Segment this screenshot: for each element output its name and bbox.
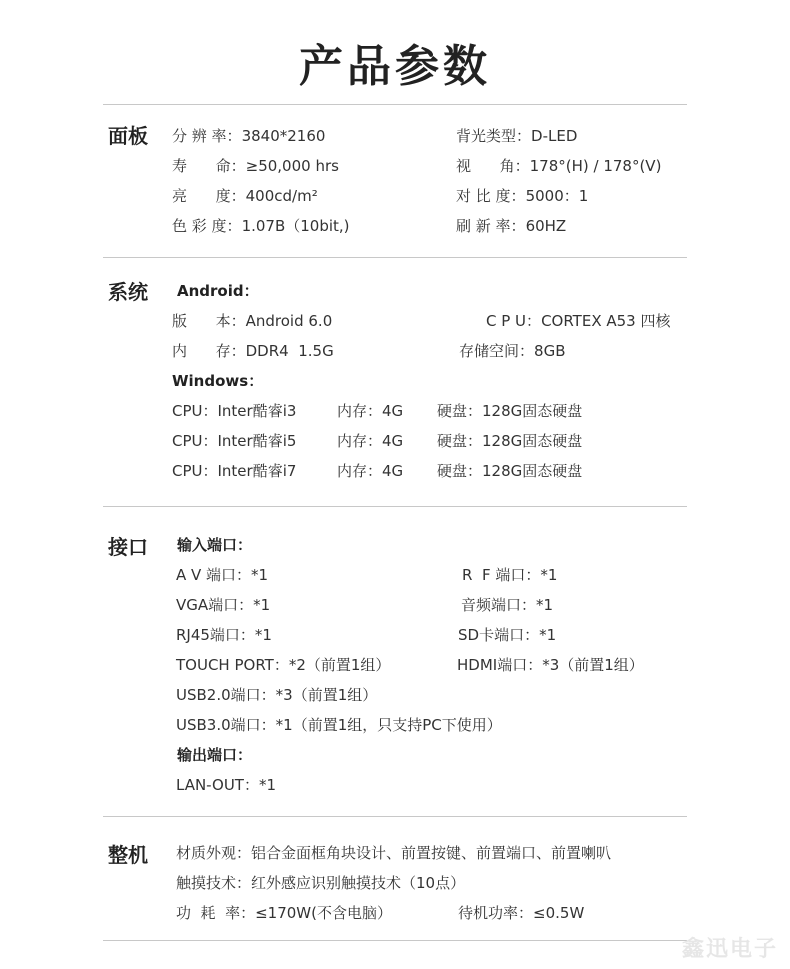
port-item: SD卡端口：*1 [458, 626, 557, 644]
port-item: RJ45端口：*1 [176, 626, 272, 644]
port-item: LAN-OUT：*1 [176, 776, 277, 794]
spec-label: 内 存：DDR4 1.5G [172, 342, 334, 360]
spec-label: 功 耗 率：≤170W(不含电脑） [176, 904, 392, 922]
windows-cpu: CPU：Inter酷睿i7 [172, 462, 297, 480]
section-heading-ports: 接口 [108, 535, 148, 559]
windows-disk: 硬盘：128G固态硬盘 [437, 432, 583, 450]
spec-label: 待机功率：≤0.5W [458, 904, 585, 922]
windows-disk: 硬盘：128G固态硬盘 [437, 462, 583, 480]
divider [103, 940, 687, 941]
android-subheading: Android： [177, 282, 259, 300]
spec-label: 分 辨 率：3840*2160 [172, 127, 326, 145]
port-item: USB3.0端口：*1（前置1组，只支持PC下使用） [176, 716, 502, 734]
port-item: USB2.0端口：*3（前置1组） [176, 686, 378, 704]
input-ports-subheading: 输入端口： [177, 536, 253, 554]
windows-cpu: CPU：Inter酷睿i5 [172, 432, 297, 450]
page-title: 产品参数 [299, 41, 491, 92]
divider [103, 104, 687, 105]
windows-memory: 内存：4G [337, 432, 404, 450]
spec-label: 色 彩 度：1.07B（10bit,) [172, 217, 350, 235]
spec-label: 存储空间：8GB [459, 342, 566, 360]
port-item: 音频端口：*1 [461, 596, 554, 614]
divider [103, 506, 687, 507]
port-item: R F 端口：*1 [462, 566, 558, 584]
divider [103, 816, 687, 817]
spec-label: 刷 新 率：60HZ [456, 217, 567, 235]
spec-label: 亮 度：400cd/m² [172, 187, 318, 205]
material-spec: 材质外观：铝合金面框角块设计、前置按键、前置端口、前置喇叭 [176, 844, 612, 862]
windows-cpu: CPU：Inter酷睿i3 [172, 402, 297, 420]
windows-memory: 内存：4G [337, 402, 404, 420]
port-item: A V 端口：*1 [176, 566, 269, 584]
windows-subheading: Windows： [172, 372, 264, 390]
spec-label: 寿 命：≥50,000 hrs [172, 157, 339, 175]
spec-label: 对 比 度：5000：1 [456, 187, 589, 205]
divider [103, 257, 687, 258]
output-ports-subheading: 输出端口： [177, 746, 253, 764]
section-heading-system: 系统 [108, 280, 148, 304]
spec-label: 视 角：178°(H) / 178°(V) [456, 157, 662, 175]
watermark-logo: 鑫迅电子 [681, 937, 778, 962]
port-item: HDMI端口：*3（前置1组） [457, 656, 644, 674]
spec-label: 背光类型：D-LED [456, 127, 578, 145]
windows-disk: 硬盘：128G固态硬盘 [437, 402, 583, 420]
section-heading-machine: 整机 [108, 843, 148, 867]
section-heading-panel: 面板 [108, 124, 148, 148]
spec-label: 版 本：Android 6.0 [172, 312, 333, 330]
windows-memory: 内存：4G [337, 462, 404, 480]
port-item: VGA端口：*1 [176, 596, 271, 614]
spec-label: C P U：CORTEX A53 四核 [486, 312, 671, 330]
port-item: TOUCH PORT：*2（前置1组） [176, 656, 391, 674]
touch-spec: 触摸技术：红外感应识别触摸技术（10点） [176, 874, 466, 892]
